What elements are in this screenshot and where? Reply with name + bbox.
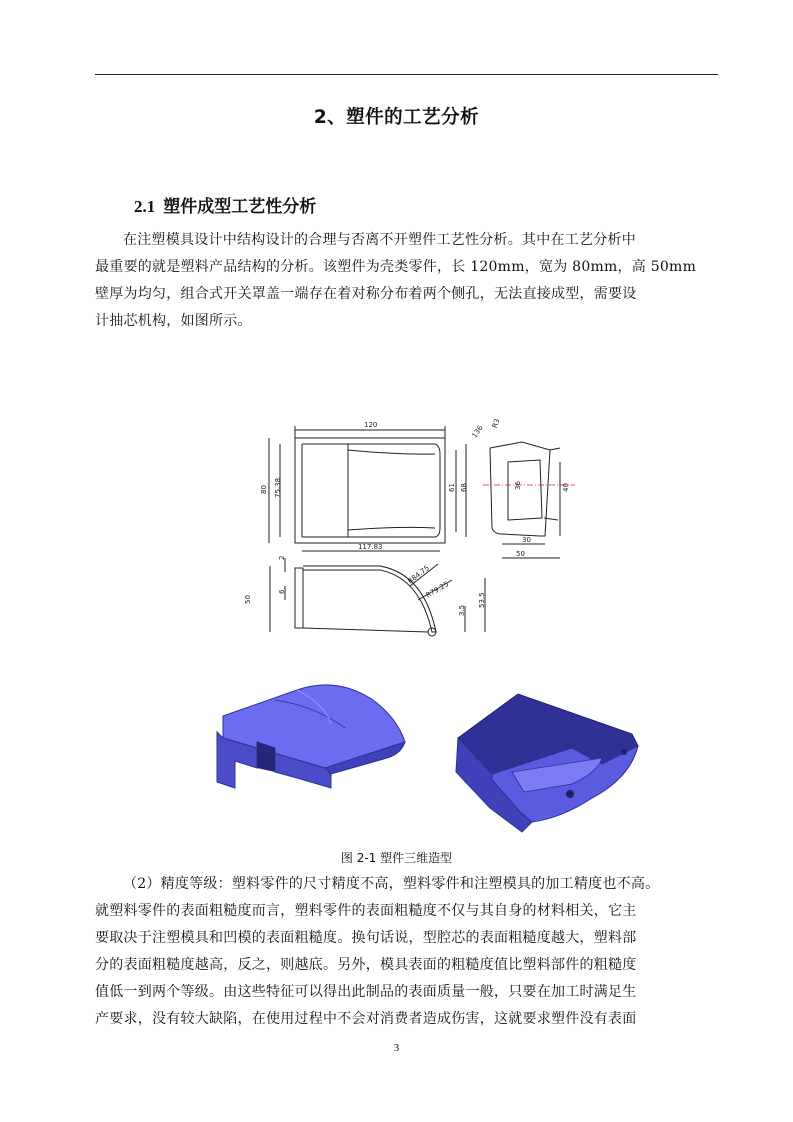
paragraph-line: 产要求，没有较大缺陷，在使用过程中不会对消费者造成伤害，这就要求塑件没有表面 [95, 1011, 637, 1027]
body-paragraph [95, 871, 718, 1033]
part-3d-model-left [205, 668, 410, 813]
page-number: 3 [393, 1042, 400, 1054]
dim-label: 30 [522, 536, 531, 544]
dim-label: 68 [460, 483, 468, 492]
dim-label: 50 [516, 550, 525, 558]
dim-label: 3.5 [458, 604, 466, 616]
front-view-outline [295, 568, 303, 628]
dim-label: 80 [260, 485, 268, 494]
paragraph-line: 最重要的就是塑料产品结构的分析。该塑件为壳类零件，长 120mm，宽为 80mm，高 50mm [95, 259, 697, 275]
paragraph-line: 计抽芯机构，如图所示。 [95, 313, 252, 329]
paragraph-line: 壁厚为均匀，组合式开关罩盖一端存在着对称分布着两个侧孔，无法直接成型，需要设 [95, 286, 637, 302]
dim-label: R79.25 [424, 580, 451, 600]
dim-label: 2 [278, 555, 286, 560]
chapter-title: 2、塑件的工艺分析 [313, 107, 480, 128]
dim-label: 136 [470, 424, 485, 440]
paragraph-line: 就塑料零件的表面粗糙度而言，塑料零件的表面粗糙度不仅与其自身的材料相关，它主 [95, 903, 637, 919]
section-number: 2.1 [134, 197, 156, 216]
paragraph-line: 分的表面粗糙度越高，反之，则越底。另外，模具表面的粗糙度值比塑料部件的粗糙度 [95, 957, 637, 973]
header-rule [95, 74, 718, 75]
dim-label: 50 [244, 595, 252, 604]
part-3d-model-right [452, 688, 642, 838]
dim-label: 6 [278, 589, 286, 594]
dim-label: R3 [490, 417, 502, 430]
top-view-inner [302, 444, 440, 537]
section-heading [134, 192, 316, 217]
paragraph-line: （2）精度等级：塑料零件的尺寸精度不高，塑料零件和注塑模具的加工精度也不高。 [123, 876, 660, 892]
engineering-drawing [240, 410, 580, 650]
paragraph-line: 要取决于注塑模具和凹模的表面粗糙度。换句话说，型腔芯的表面粗糙度越大，塑料部 [95, 930, 637, 946]
paragraph-line: 在注塑模具设计中结构设计的合理与否离不开塑件工艺性分析。其中在工艺分析中 [123, 232, 636, 248]
dim-label: 53.5 [478, 592, 486, 608]
paragraph-line: 值低一到两个等级。由这些特征可以得出此制品的表面质量一般，只要在加工时满足生 [95, 984, 637, 1000]
dim-label: 36 [514, 481, 522, 490]
section-title: 塑件成型工艺性分析 [163, 197, 317, 217]
dim-label: 117.83 [358, 543, 383, 551]
figure-caption: 图 2-1 塑件三维造型 [340, 851, 453, 865]
dim-label: 61 [448, 483, 456, 492]
dim-label: R84.75 [406, 563, 431, 586]
dim-label: 40 [562, 483, 570, 492]
intro-paragraph [95, 227, 718, 335]
dim-label: 75.38 [274, 477, 282, 498]
dim-label: 120 [364, 421, 378, 429]
